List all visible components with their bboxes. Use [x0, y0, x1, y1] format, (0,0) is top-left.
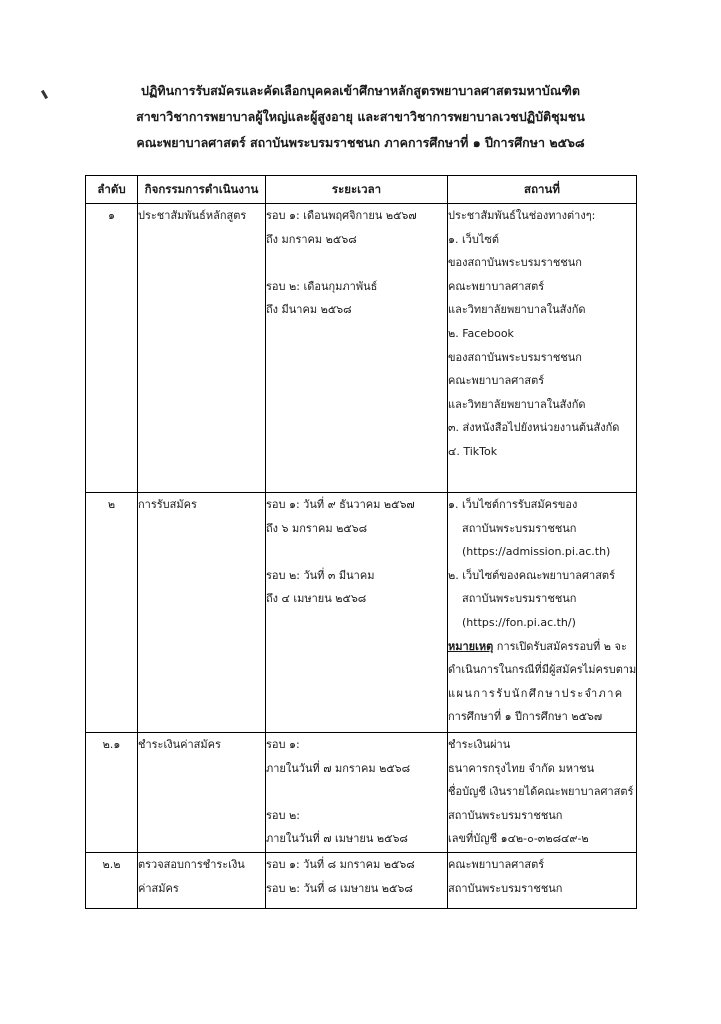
- place-line: เลขที่บัญชี ๑๔๒-๐-๓๒๘๔๙-๒: [448, 832, 589, 846]
- place-cell: [448, 733, 637, 853]
- header-no: ลำดับ: [86, 176, 138, 204]
- place-line: ๑. เว็บไซต์: [448, 232, 500, 246]
- period-line: รอบ ๒: วันที่ ๓ มีนาคม: [266, 568, 375, 582]
- place-line: สถาบันพระบรมราชชนก: [462, 521, 577, 535]
- place-line: คณะพยาบาลศาสตร์: [448, 279, 545, 293]
- row-number-text: ๒.๑: [102, 738, 121, 751]
- document-title: [0, 78, 721, 156]
- place-line: สถาบันพระบรมราชชนก: [462, 592, 577, 606]
- header-period: ระยะเวลา: [266, 176, 448, 204]
- activity-cell: [138, 493, 266, 733]
- row-number: [86, 853, 138, 909]
- activity-text: ชำระเงินค่าสมัคร: [138, 738, 221, 751]
- place-line: สถาบันพระบรมราชชนก: [448, 808, 563, 822]
- note-line: ดำเนินการในกรณีที่มีผู้สมัครไม่ครบตาม: [448, 663, 637, 677]
- place-line: ชื่อบัญชี เงินรายได้คณะพยาบาลศาสตร์: [448, 785, 634, 799]
- place-cell: [448, 204, 637, 493]
- activity-cell: [138, 853, 266, 909]
- header-place: สถานที่: [448, 176, 637, 204]
- activity-text: ประชาสัมพันธ์หลักสูตร: [138, 209, 247, 222]
- row-number-text: ๒.๒: [102, 858, 121, 871]
- place-line: ๔. TikTok: [448, 444, 498, 458]
- place-line: ๒. Facebook: [448, 326, 514, 340]
- place-line: (https://admission.pi.ac.th): [462, 545, 611, 559]
- period-line: ถึง ๔ เมษายน ๒๕๖๘: [266, 592, 367, 606]
- period-line: รอบ ๑: เดือนพฤศจิกายน ๒๕๖๗: [266, 209, 417, 222]
- period-line: รอบ ๑: วันที่ ๘ มกราคม ๒๕๖๘: [266, 858, 415, 871]
- place-cell: [448, 853, 637, 909]
- activity-text: การรับสมัคร: [138, 498, 197, 511]
- place-line: และวิทยาลัยพยาบาลในสังกัด: [448, 303, 586, 317]
- place-line: คณะพยาบาลศาสตร์: [448, 858, 545, 871]
- schedule-table: [85, 175, 637, 909]
- place-line: ๒. เว็บไซต์ของคณะพยาบาลศาสตร์: [448, 568, 615, 582]
- period-line: รอบ ๒: เดือนกุมภาพันธ์: [266, 279, 378, 293]
- place-line: ของสถาบันพระบรมราชชนก: [448, 350, 582, 364]
- place-cell: [448, 493, 637, 733]
- period-cell: [266, 853, 448, 909]
- row-number: [86, 493, 138, 733]
- place-line: (https://fon.pi.ac.th/): [462, 615, 576, 629]
- period-cell: [266, 733, 448, 853]
- period-line: ถึง มีนาคม ๒๕๖๘: [266, 303, 352, 317]
- note-label: หมายเหตุ: [448, 639, 494, 653]
- note-text: การเปิดรับสมัครรอบที่ ๒ จะ: [496, 639, 627, 653]
- row-number-text: ๑: [108, 209, 115, 222]
- period-spacer: [266, 540, 447, 564]
- period-cell: [266, 204, 448, 493]
- row-number-text: ๒: [107, 498, 116, 511]
- table-row: [86, 853, 637, 909]
- period-spacer: [266, 251, 447, 275]
- title-line-2: สาขาวิชาการพยาบาลผู้ใหญ่และผู้สูงอายุ และสาขาวิชาการพยาบาลเวชปฏิบัติชุมชน: [136, 109, 585, 124]
- title-line-3: คณะพยาบาลศาสตร์ สถาบันพระบรมราชชนก ภาคการศึกษาที่ ๑ ปีการศึกษา ๒๕๖๘: [136, 135, 585, 150]
- place-line: ๑. เว็บไซต์การรับสมัครของ: [448, 498, 578, 511]
- period-line: รอบ ๒:: [266, 808, 300, 822]
- table-row: [86, 204, 637, 493]
- activity-cell: [138, 204, 266, 493]
- note-line: [448, 635, 636, 659]
- activity-text: ตรวจสอบการชำระเงิน: [138, 858, 245, 871]
- place-line: ธนาคารกรุงไทย จำกัด มหาชน: [448, 761, 595, 775]
- table-header-row: [86, 176, 637, 204]
- place-line: สถาบันพระบรมราชชนก: [448, 881, 563, 895]
- place-line: ชำระเงินผ่าน: [448, 738, 511, 751]
- period-spacer: [266, 780, 447, 804]
- place-line: คณะพยาบาลศาสตร์: [448, 374, 545, 388]
- row-number: [86, 733, 138, 853]
- period-line: ถึง ๖ มกราคม ๒๕๖๘: [266, 521, 368, 535]
- table-row: [86, 733, 637, 853]
- place-line: ของสถาบันพระบรมราชชนก: [448, 256, 582, 270]
- note-line: การศึกษาที่ ๑ ปีการศึกษา ๒๕๖๗: [448, 710, 603, 724]
- row-number: [86, 204, 138, 493]
- place-line: ๓. ส่งหนังสือไปยังหน่วยงานต้นสังกัด: [448, 421, 620, 435]
- period-line: รอบ ๑:: [266, 738, 300, 751]
- title-line-1: ปฏิทินการรับสมัครและคัดเลือกบุคคลเข้าศึกษาหลักสูตรพยาบาลศาสตรมหาบัณฑิต: [141, 83, 580, 98]
- period-line: ภายในวันที่ ๗ เมษายน ๒๕๖๘: [266, 832, 408, 846]
- place-line: ประชาสัมพันธ์ในช่องทางต่างๆ:: [448, 209, 596, 222]
- place-line: และวิทยาลัยพยาบาลในสังกัด: [448, 397, 586, 411]
- period-line: ถึง มกราคม ๒๕๖๘: [266, 232, 357, 246]
- period-line: รอบ ๑: วันที่ ๙ ธันวาคม ๒๕๖๗: [266, 498, 415, 511]
- table-row: [86, 493, 637, 733]
- activity-text: ค่าสมัคร: [138, 881, 179, 895]
- note-line: แผนการรับนักศึกษาประจำภาค: [448, 686, 624, 700]
- activity-cell: [138, 733, 266, 853]
- period-line: ภายในวันที่ ๗ มกราคม ๒๕๖๘: [266, 761, 411, 775]
- period-cell: [266, 493, 448, 733]
- header-activity: กิจกรรมการดำเนินงาน: [138, 176, 266, 204]
- period-line: รอบ ๒: วันที่ ๘ เมษายน ๒๕๖๘: [266, 881, 413, 895]
